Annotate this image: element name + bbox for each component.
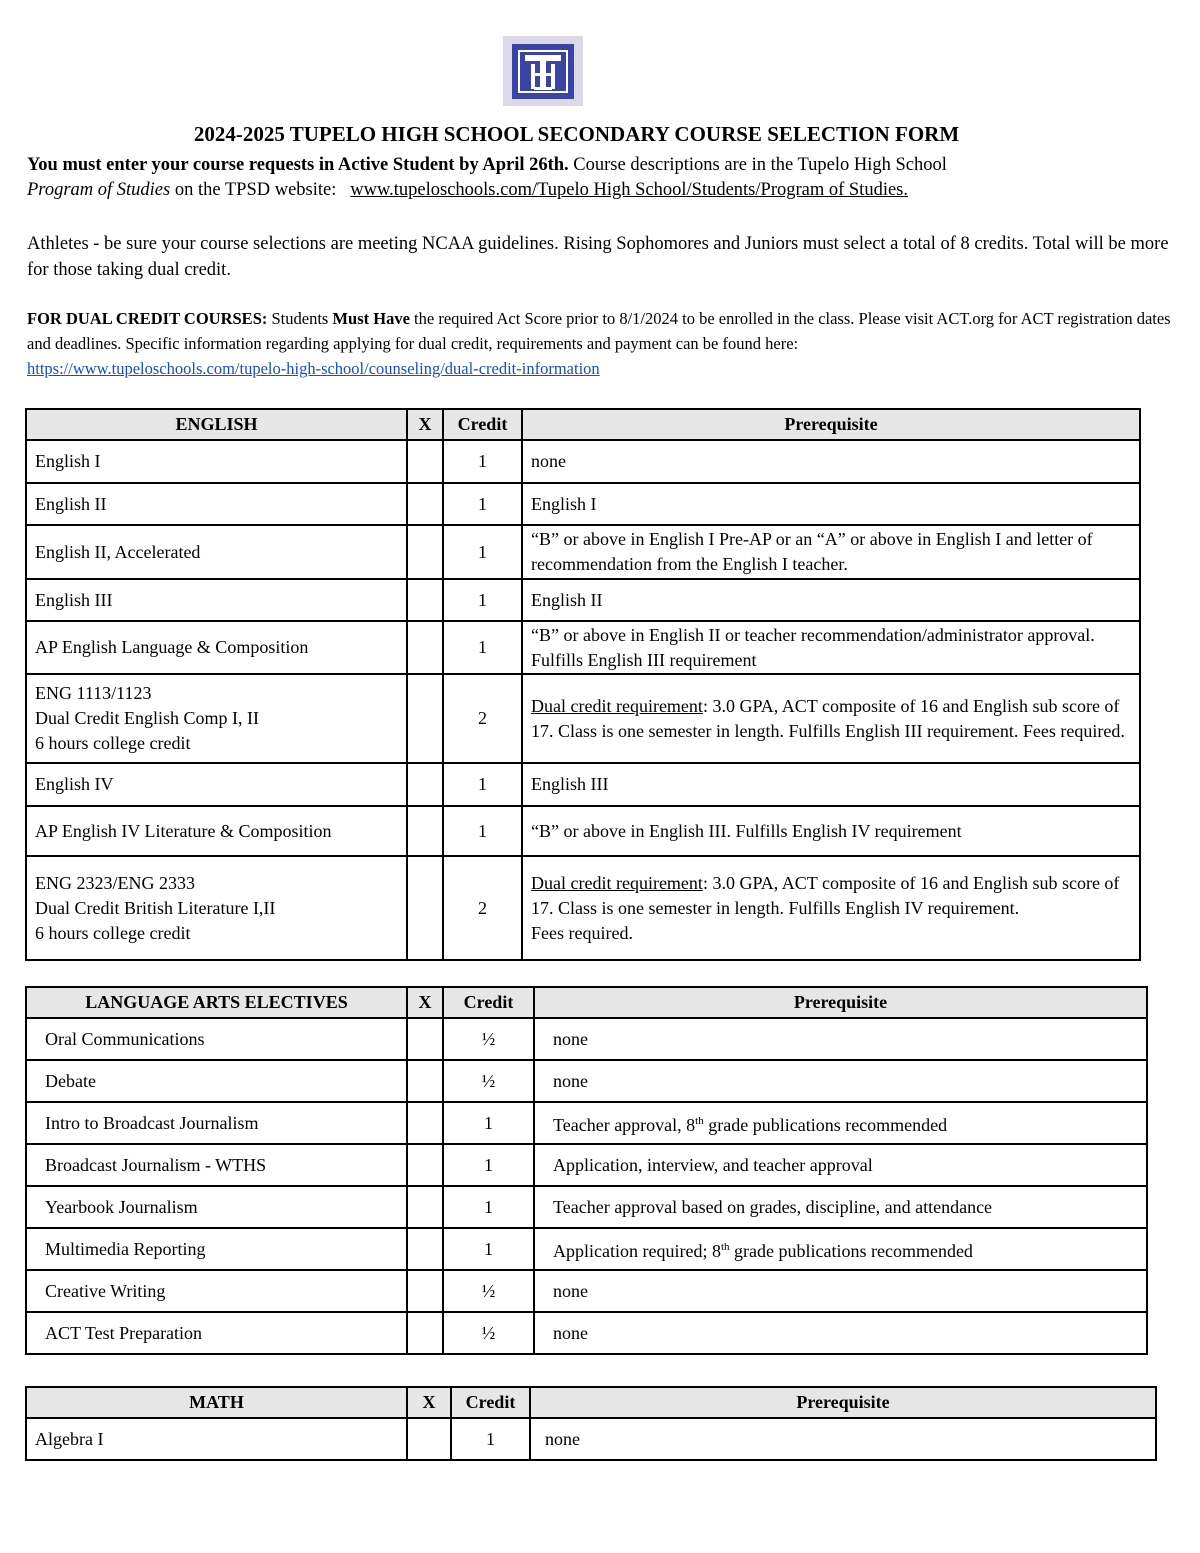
course-credit: ½	[443, 1018, 534, 1060]
course-credit: ½	[443, 1270, 534, 1312]
program-of-studies-link[interactable]: www.tupeloschools.com/Tupelo High School/Students/Program of Studies.	[350, 180, 909, 200]
course-name: ENG 1113/1123 Dual Credit English Comp I, II 6 hours college credit	[26, 674, 407, 763]
course-credit: 2	[443, 674, 522, 763]
course-name: ACT Test Preparation	[26, 1312, 407, 1354]
course-name: English III	[26, 579, 407, 621]
course-credit: ½	[443, 1312, 534, 1354]
course-name: English II, Accelerated	[26, 525, 407, 579]
table-row	[26, 1312, 1147, 1354]
course-credit: 2	[443, 856, 522, 960]
header-x: X	[407, 1387, 451, 1418]
course-credit: 1	[443, 763, 522, 806]
course-name: Multimedia Reporting	[26, 1228, 407, 1270]
language-arts-table	[25, 986, 1148, 1355]
course-name: English II	[26, 483, 407, 525]
athletes-notice: Athletes - be sure your course selections are meeting NCAA guidelines. Rising Sophomores and Juniors must select a total of 8 credits. Total will be more for those taking dual credit.	[27, 234, 1169, 280]
table-row	[26, 856, 1140, 960]
table-row	[26, 1060, 1147, 1102]
course-prerequisite: none	[534, 1312, 1147, 1354]
select-checkbox[interactable]	[407, 440, 443, 483]
table-row	[26, 579, 1140, 621]
table-header-row	[26, 1387, 1156, 1418]
select-checkbox[interactable]	[407, 1418, 451, 1460]
select-checkbox[interactable]	[407, 763, 443, 806]
table-header-row	[26, 987, 1147, 1018]
select-checkbox[interactable]	[407, 806, 443, 856]
intro-paragraph: You must enter your course requests in Active Student by April 26th. Course descriptions are in the Tupelo High School Program of Studies on the TPSD website: www.tupeloschools.com/Tupelo High School/Students/Program of Studies.	[27, 155, 947, 200]
course-prerequisite: Teacher approval based on grades, discipline, and attendance	[534, 1186, 1147, 1228]
table-row	[26, 1186, 1147, 1228]
select-checkbox[interactable]	[407, 1186, 443, 1228]
course-credit: 1	[443, 579, 522, 621]
course-prerequisite: English III	[522, 763, 1140, 806]
course-prerequisite: Application, interview, and teacher approval	[534, 1144, 1147, 1186]
course-name: Algebra I	[26, 1418, 407, 1460]
english-table	[25, 408, 1141, 961]
table-row	[26, 1018, 1147, 1060]
course-name: Creative Writing	[26, 1270, 407, 1312]
course-prerequisite: none	[530, 1418, 1156, 1460]
table-header-row	[26, 409, 1140, 440]
deadline-notice: You must enter your course requests in Active Student by April 26th.	[27, 155, 569, 175]
dual-credit-notice: FOR DUAL CREDIT COURSES: Students Must Have the required Act Score prior to 8/1/2024 to be enrolled in the class. Please visit ACT.org for ACT registration dates and deadlines. Specific information regarding applying for dual credit, requirements and payment can be found here: https://www.tupeloschools.com/tupelo-high-school/counseling/dual-credit-information	[27, 309, 1171, 378]
math-table	[25, 1386, 1157, 1461]
course-credit: 1	[443, 1186, 534, 1228]
course-prerequisite: “B” or above in English I Pre-AP or an “A” or above in English I and letter of recommendation from the English I teacher.	[522, 525, 1140, 579]
select-checkbox[interactable]	[407, 1228, 443, 1270]
select-checkbox[interactable]	[407, 579, 443, 621]
course-credit: 1	[443, 806, 522, 856]
header-course: LANGUAGE ARTS ELECTIVES	[26, 987, 407, 1018]
course-name: AP English IV Literature & Composition	[26, 806, 407, 856]
select-checkbox[interactable]	[407, 856, 443, 960]
header-prerequisite: Prerequisite	[534, 987, 1147, 1018]
course-name: Broadcast Journalism - WTHS	[26, 1144, 407, 1186]
course-name: AP English Language & Composition	[26, 621, 407, 674]
header-credit: Credit	[443, 987, 534, 1018]
course-credit: 1	[443, 440, 522, 483]
dual-credit-link[interactable]: https://www.tupeloschools.com/tupelo-high-school/counseling/dual-credit-information	[27, 359, 600, 378]
course-prerequisite: “B” or above in English II or teacher recommendation/administrator approval. Fulfills English III requirement	[522, 621, 1140, 674]
select-checkbox[interactable]	[407, 483, 443, 525]
header-credit: Credit	[451, 1387, 530, 1418]
select-checkbox[interactable]	[407, 1312, 443, 1354]
course-prerequisite: Teacher approval, 8th grade publications recommended	[534, 1102, 1147, 1144]
course-prerequisite: Dual credit requirement: 3.0 GPA, ACT composite of 16 and English sub score of 17. Class is one semester in length. Fulfills English IV requirement. Fees required.	[522, 856, 1140, 960]
course-credit: 1	[451, 1418, 530, 1460]
header-credit: Credit	[443, 409, 522, 440]
table-row	[26, 1270, 1147, 1312]
course-credit: 1	[443, 1228, 534, 1270]
course-name: English IV	[26, 763, 407, 806]
course-name: Yearbook Journalism	[26, 1186, 407, 1228]
course-prerequisite: none	[534, 1060, 1147, 1102]
course-prerequisite: none	[534, 1018, 1147, 1060]
select-checkbox[interactable]	[407, 1102, 443, 1144]
header-x: X	[407, 987, 443, 1018]
header-course: ENGLISH	[26, 409, 407, 440]
table-row	[26, 806, 1140, 856]
course-name: English I	[26, 440, 407, 483]
course-name: ENG 2323/ENG 2333 Dual Credit British Literature I,II 6 hours college credit	[26, 856, 407, 960]
course-name: Debate	[26, 1060, 407, 1102]
header-prerequisite: Prerequisite	[530, 1387, 1156, 1418]
table-row	[26, 440, 1140, 483]
table-row	[26, 674, 1140, 763]
table-row	[26, 1418, 1156, 1460]
select-checkbox[interactable]	[407, 1144, 443, 1186]
course-credit: 1	[443, 1144, 534, 1186]
select-checkbox[interactable]	[407, 621, 443, 674]
course-prerequisite: Application required; 8th grade publications recommended	[534, 1228, 1147, 1270]
course-prerequisite: English II	[522, 579, 1140, 621]
course-prerequisite: English I	[522, 483, 1140, 525]
table-row	[26, 763, 1140, 806]
course-credit: 1	[443, 621, 522, 674]
select-checkbox[interactable]	[407, 1060, 443, 1102]
select-checkbox[interactable]	[407, 1270, 443, 1312]
table-row	[26, 621, 1140, 674]
course-credit: ½	[443, 1060, 534, 1102]
select-checkbox[interactable]	[407, 1018, 443, 1060]
course-prerequisite: none	[522, 440, 1140, 483]
select-checkbox[interactable]	[407, 525, 443, 579]
table-row	[26, 483, 1140, 525]
header-prerequisite: Prerequisite	[522, 409, 1140, 440]
page-title: 2024-2025 TUPELO HIGH SCHOOL SECONDARY COURSE SELECTION FORM	[193, 122, 960, 146]
course-credit: 1	[443, 525, 522, 579]
header-x: X	[407, 409, 443, 440]
header-course: MATH	[26, 1387, 407, 1418]
course-name: Intro to Broadcast Journalism	[26, 1102, 407, 1144]
table-row	[26, 1228, 1147, 1270]
course-prerequisite: “B” or above in English III. Fulfills English IV requirement	[522, 806, 1140, 856]
table-row	[26, 1144, 1147, 1186]
course-credit: 1	[443, 483, 522, 525]
table-row	[26, 1102, 1147, 1144]
course-name: Oral Communications	[26, 1018, 407, 1060]
course-prerequisite: Dual credit requirement: 3.0 GPA, ACT composite of 16 and English sub score of 17. Class is one semester in length. Fulfills English III requirement. Fees required.	[522, 674, 1140, 763]
school-logo-icon	[503, 36, 583, 106]
table-row	[26, 525, 1140, 579]
course-credit: 1	[443, 1102, 534, 1144]
select-checkbox[interactable]	[407, 674, 443, 763]
course-prerequisite: none	[534, 1270, 1147, 1312]
